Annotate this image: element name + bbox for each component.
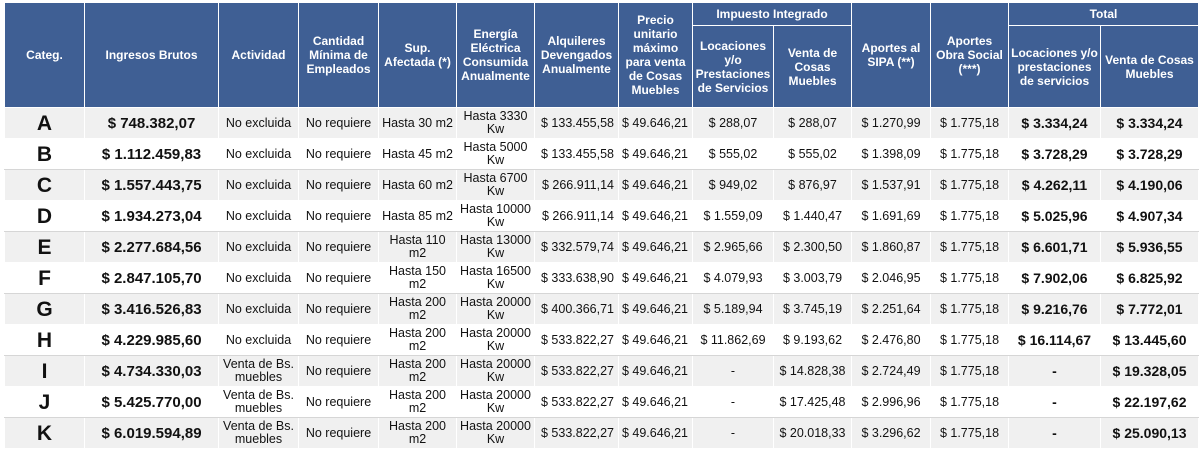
cell-total-venta: $ 19.328,05 (1101, 356, 1199, 387)
cell-category: G (5, 294, 85, 325)
cell-precio-unitario: $ 49.646,21 (619, 139, 693, 170)
cell-aportes-obra-social: $ 1.775,18 (931, 325, 1009, 356)
table-row (5, 294, 1199, 325)
cell-empleados: No requiere (299, 139, 379, 170)
cell-total-venta: $ 25.090,13 (1101, 418, 1199, 449)
cell-superficie: Hasta 110 m2 (379, 232, 457, 263)
cell-total-locaciones: - (1009, 356, 1101, 387)
cell-energia: Hasta 5000 Kw (457, 139, 535, 170)
cell-total-locaciones: $ 3.728,29 (1009, 139, 1101, 170)
cell-aportes-sipa: $ 2.476,80 (852, 325, 931, 356)
table-row (5, 232, 1199, 263)
cell-category: E (5, 232, 85, 263)
cell-alquileres: $ 533.822,27 (535, 325, 619, 356)
header-total: Total (1009, 3, 1199, 26)
cell-empleados: No requiere (299, 356, 379, 387)
cell-category: K (5, 418, 85, 449)
cell-precio-unitario: $ 49.646,21 (619, 201, 693, 232)
header-actividad: Actividad (219, 3, 299, 108)
cell-alquileres: $ 533.822,27 (535, 418, 619, 449)
cell-impuesto-venta: $ 288,07 (774, 108, 852, 139)
header-categ: Categ. (5, 3, 85, 108)
cell-aportes-sipa: $ 1.270,99 (852, 108, 931, 139)
cell-superficie: Hasta 200 m2 (379, 418, 457, 449)
header-sipa: Aportes al SIPA (**) (852, 3, 931, 108)
table-row (5, 325, 1199, 356)
cell-impuesto-venta: $ 2.300,50 (774, 232, 852, 263)
cell-energia: Hasta 3330 Kw (457, 108, 535, 139)
cell-ingresos-brutos: $ 6.019.594,89 (85, 418, 219, 449)
cell-actividad: No excluida (219, 232, 299, 263)
cell-aportes-obra-social: $ 1.775,18 (931, 232, 1009, 263)
cell-precio-unitario: $ 49.646,21 (619, 418, 693, 449)
cell-category: B (5, 139, 85, 170)
cell-energia: Hasta 20000 Kw (457, 325, 535, 356)
cell-ingresos-brutos: $ 4.229.985,60 (85, 325, 219, 356)
cell-superficie: Hasta 200 m2 (379, 325, 457, 356)
cell-empleados: No requiere (299, 201, 379, 232)
cell-actividad: No excluida (219, 170, 299, 201)
table-row (5, 170, 1199, 201)
cell-impuesto-venta: $ 555,02 (774, 139, 852, 170)
cell-precio-unitario: $ 49.646,21 (619, 294, 693, 325)
cell-category: I (5, 356, 85, 387)
cell-impuesto-venta: $ 1.440,47 (774, 201, 852, 232)
cell-impuesto-locaciones: - (693, 418, 774, 449)
cell-alquileres: $ 333.638,90 (535, 263, 619, 294)
cell-precio-unitario: $ 49.646,21 (619, 263, 693, 294)
cell-aportes-sipa: $ 2.724,49 (852, 356, 931, 387)
table-row (5, 263, 1199, 294)
cell-total-locaciones: $ 6.601,71 (1009, 232, 1101, 263)
cell-total-locaciones: $ 4.262,11 (1009, 170, 1101, 201)
header-imp-venta: Venta de Cosas Muebles (774, 26, 852, 108)
cell-total-venta: $ 7.772,01 (1101, 294, 1199, 325)
cell-aportes-obra-social: $ 1.775,18 (931, 356, 1009, 387)
cell-aportes-obra-social: $ 1.775,18 (931, 418, 1009, 449)
cell-impuesto-locaciones: $ 949,02 (693, 170, 774, 201)
cell-empleados: No requiere (299, 170, 379, 201)
cell-total-venta: $ 4.907,34 (1101, 201, 1199, 232)
header-tot-locaciones: Locaciones y/o prestaciones de servicios (1009, 26, 1101, 108)
header-tot-venta: Venta de Cosas Muebles (1101, 26, 1199, 108)
cell-superficie: Hasta 200 m2 (379, 356, 457, 387)
cell-ingresos-brutos: $ 748.382,07 (85, 108, 219, 139)
cell-actividad: No excluida (219, 294, 299, 325)
cell-alquileres: $ 266.911,14 (535, 170, 619, 201)
cell-actividad: Venta de Bs. muebles (219, 387, 299, 418)
cell-total-venta: $ 13.445,60 (1101, 325, 1199, 356)
cell-empleados: No requiere (299, 232, 379, 263)
cell-empleados: No requiere (299, 325, 379, 356)
cell-aportes-obra-social: $ 1.775,18 (931, 170, 1009, 201)
cell-aportes-sipa: $ 1.537,91 (852, 170, 931, 201)
cell-impuesto-locaciones: $ 5.189,94 (693, 294, 774, 325)
cell-aportes-sipa: $ 2.996,96 (852, 387, 931, 418)
cell-impuesto-venta: $ 3.003,79 (774, 263, 852, 294)
table-row (5, 356, 1199, 387)
cell-ingresos-brutos: $ 1.557.443,75 (85, 170, 219, 201)
table-row (5, 108, 1199, 139)
cell-precio-unitario: $ 49.646,21 (619, 325, 693, 356)
header-obra-social: Aportes Obra Social (***) (931, 3, 1009, 108)
cell-category: F (5, 263, 85, 294)
cell-aportes-obra-social: $ 1.775,18 (931, 201, 1009, 232)
cell-ingresos-brutos: $ 1.934.273,04 (85, 201, 219, 232)
cell-total-venta: $ 5.936,55 (1101, 232, 1199, 263)
cell-superficie: Hasta 200 m2 (379, 294, 457, 325)
cell-aportes-obra-social: $ 1.775,18 (931, 139, 1009, 170)
cell-impuesto-locaciones: $ 2.965,66 (693, 232, 774, 263)
cell-ingresos-brutos: $ 2.277.684,56 (85, 232, 219, 263)
cell-superficie: Hasta 200 m2 (379, 387, 457, 418)
cell-aportes-sipa: $ 1.398,09 (852, 139, 931, 170)
cell-total-locaciones: $ 16.114,67 (1009, 325, 1101, 356)
cell-energia: Hasta 20000 Kw (457, 387, 535, 418)
cell-energia: Hasta 10000 Kw (457, 201, 535, 232)
table-row (5, 418, 1199, 449)
cell-alquileres: $ 133.455,58 (535, 108, 619, 139)
cell-ingresos-brutos: $ 2.847.105,70 (85, 263, 219, 294)
cell-aportes-sipa: $ 2.046,95 (852, 263, 931, 294)
cell-superficie: Hasta 60 m2 (379, 170, 457, 201)
cell-total-venta: $ 6.825,92 (1101, 263, 1199, 294)
cell-superficie: Hasta 30 m2 (379, 108, 457, 139)
cell-impuesto-locaciones: $ 11.862,69 (693, 325, 774, 356)
cell-precio-unitario: $ 49.646,21 (619, 170, 693, 201)
cell-ingresos-brutos: $ 5.425.770,00 (85, 387, 219, 418)
cell-aportes-obra-social: $ 1.775,18 (931, 294, 1009, 325)
cell-aportes-sipa: $ 1.691,69 (852, 201, 931, 232)
cell-category: H (5, 325, 85, 356)
table-row (5, 387, 1199, 418)
cell-alquileres: $ 533.822,27 (535, 356, 619, 387)
cell-total-venta: $ 3.728,29 (1101, 139, 1199, 170)
cell-alquileres: $ 533.822,27 (535, 387, 619, 418)
cell-aportes-sipa: $ 2.251,64 (852, 294, 931, 325)
cell-energia: Hasta 20000 Kw (457, 418, 535, 449)
cell-ingresos-brutos: $ 1.112.459,83 (85, 139, 219, 170)
cell-alquileres: $ 133.455,58 (535, 139, 619, 170)
cell-impuesto-venta: $ 876,97 (774, 170, 852, 201)
cell-total-venta: $ 22.197,62 (1101, 387, 1199, 418)
cell-superficie: Hasta 85 m2 (379, 201, 457, 232)
cell-ingresos-brutos: $ 4.734.330,03 (85, 356, 219, 387)
cell-precio-unitario: $ 49.646,21 (619, 387, 693, 418)
cell-impuesto-locaciones: - (693, 356, 774, 387)
cell-impuesto-venta: $ 14.828,38 (774, 356, 852, 387)
cell-actividad: Venta de Bs. muebles (219, 356, 299, 387)
cell-impuesto-locaciones: $ 555,02 (693, 139, 774, 170)
cell-impuesto-venta: $ 17.425,48 (774, 387, 852, 418)
cell-category: C (5, 170, 85, 201)
cell-actividad: No excluida (219, 201, 299, 232)
cell-energia: Hasta 20000 Kw (457, 356, 535, 387)
cell-empleados: No requiere (299, 108, 379, 139)
cell-ingresos-brutos: $ 3.416.526,83 (85, 294, 219, 325)
cell-energia: Hasta 13000 Kw (457, 232, 535, 263)
cell-total-venta: $ 4.190,06 (1101, 170, 1199, 201)
cell-impuesto-locaciones: $ 288,07 (693, 108, 774, 139)
cell-total-locaciones: $ 3.334,24 (1009, 108, 1101, 139)
header-empleados: Cantidad Mínima de Empleados (299, 3, 379, 108)
cell-impuesto-venta: $ 3.745,19 (774, 294, 852, 325)
cell-category: J (5, 387, 85, 418)
cell-aportes-obra-social: $ 1.775,18 (931, 108, 1009, 139)
cell-superficie: Hasta 45 m2 (379, 139, 457, 170)
cell-superficie: Hasta 150 m2 (379, 263, 457, 294)
cell-actividad: Venta de Bs. muebles (219, 418, 299, 449)
cell-energia: Hasta 20000 Kw (457, 294, 535, 325)
cell-actividad: No excluida (219, 139, 299, 170)
cell-actividad: No excluida (219, 325, 299, 356)
cell-aportes-sipa: $ 1.860,87 (852, 232, 931, 263)
cell-aportes-obra-social: $ 1.775,18 (931, 387, 1009, 418)
cell-impuesto-venta: $ 9.193,62 (774, 325, 852, 356)
cell-impuesto-locaciones: - (693, 387, 774, 418)
cell-empleados: No requiere (299, 387, 379, 418)
cell-actividad: No excluida (219, 263, 299, 294)
cell-precio-unitario: $ 49.646,21 (619, 232, 693, 263)
cell-empleados: No requiere (299, 263, 379, 294)
table-row (5, 139, 1199, 170)
cell-empleados: No requiere (299, 418, 379, 449)
cell-empleados: No requiere (299, 294, 379, 325)
cell-energia: Hasta 6700 Kw (457, 170, 535, 201)
cell-category: D (5, 201, 85, 232)
cell-precio-unitario: $ 49.646,21 (619, 356, 693, 387)
header-ingresos: Ingresos Brutos (85, 3, 219, 108)
cell-impuesto-locaciones: $ 4.079,93 (693, 263, 774, 294)
header-superficie: Sup. Afectada (*) (379, 3, 457, 108)
cell-precio-unitario: $ 49.646,21 (619, 108, 693, 139)
cell-total-locaciones: $ 7.902,06 (1009, 263, 1101, 294)
cell-alquileres: $ 400.366,71 (535, 294, 619, 325)
monotributo-categories-table (4, 2, 1199, 449)
cell-alquileres: $ 266.911,14 (535, 201, 619, 232)
cell-impuesto-locaciones: $ 1.559,09 (693, 201, 774, 232)
cell-total-locaciones: $ 9.216,76 (1009, 294, 1101, 325)
cell-alquileres: $ 332.579,74 (535, 232, 619, 263)
cell-aportes-obra-social: $ 1.775,18 (931, 263, 1009, 294)
header-energia: Energía Eléctrica Consumida Anualmente (457, 3, 535, 108)
cell-energia: Hasta 16500 Kw (457, 263, 535, 294)
cell-actividad: No excluida (219, 108, 299, 139)
cell-total-venta: $ 3.334,24 (1101, 108, 1199, 139)
table-row (5, 201, 1199, 232)
cell-category: A (5, 108, 85, 139)
cell-total-locaciones: - (1009, 387, 1101, 418)
header-alquileres: Alquileres Devengados Anualmente (535, 3, 619, 108)
cell-total-locaciones: - (1009, 418, 1101, 449)
header-imp-locaciones: Locaciones y/o Prestaciones de Servicios (693, 26, 774, 108)
cell-aportes-sipa: $ 3.296,62 (852, 418, 931, 449)
cell-impuesto-venta: $ 20.018,33 (774, 418, 852, 449)
cell-total-locaciones: $ 5.025,96 (1009, 201, 1101, 232)
header-impuesto-integrado: Impuesto Integrado (693, 3, 852, 26)
header-precio: Precio unitario máximo para venta de Cosas Muebles (619, 3, 693, 108)
